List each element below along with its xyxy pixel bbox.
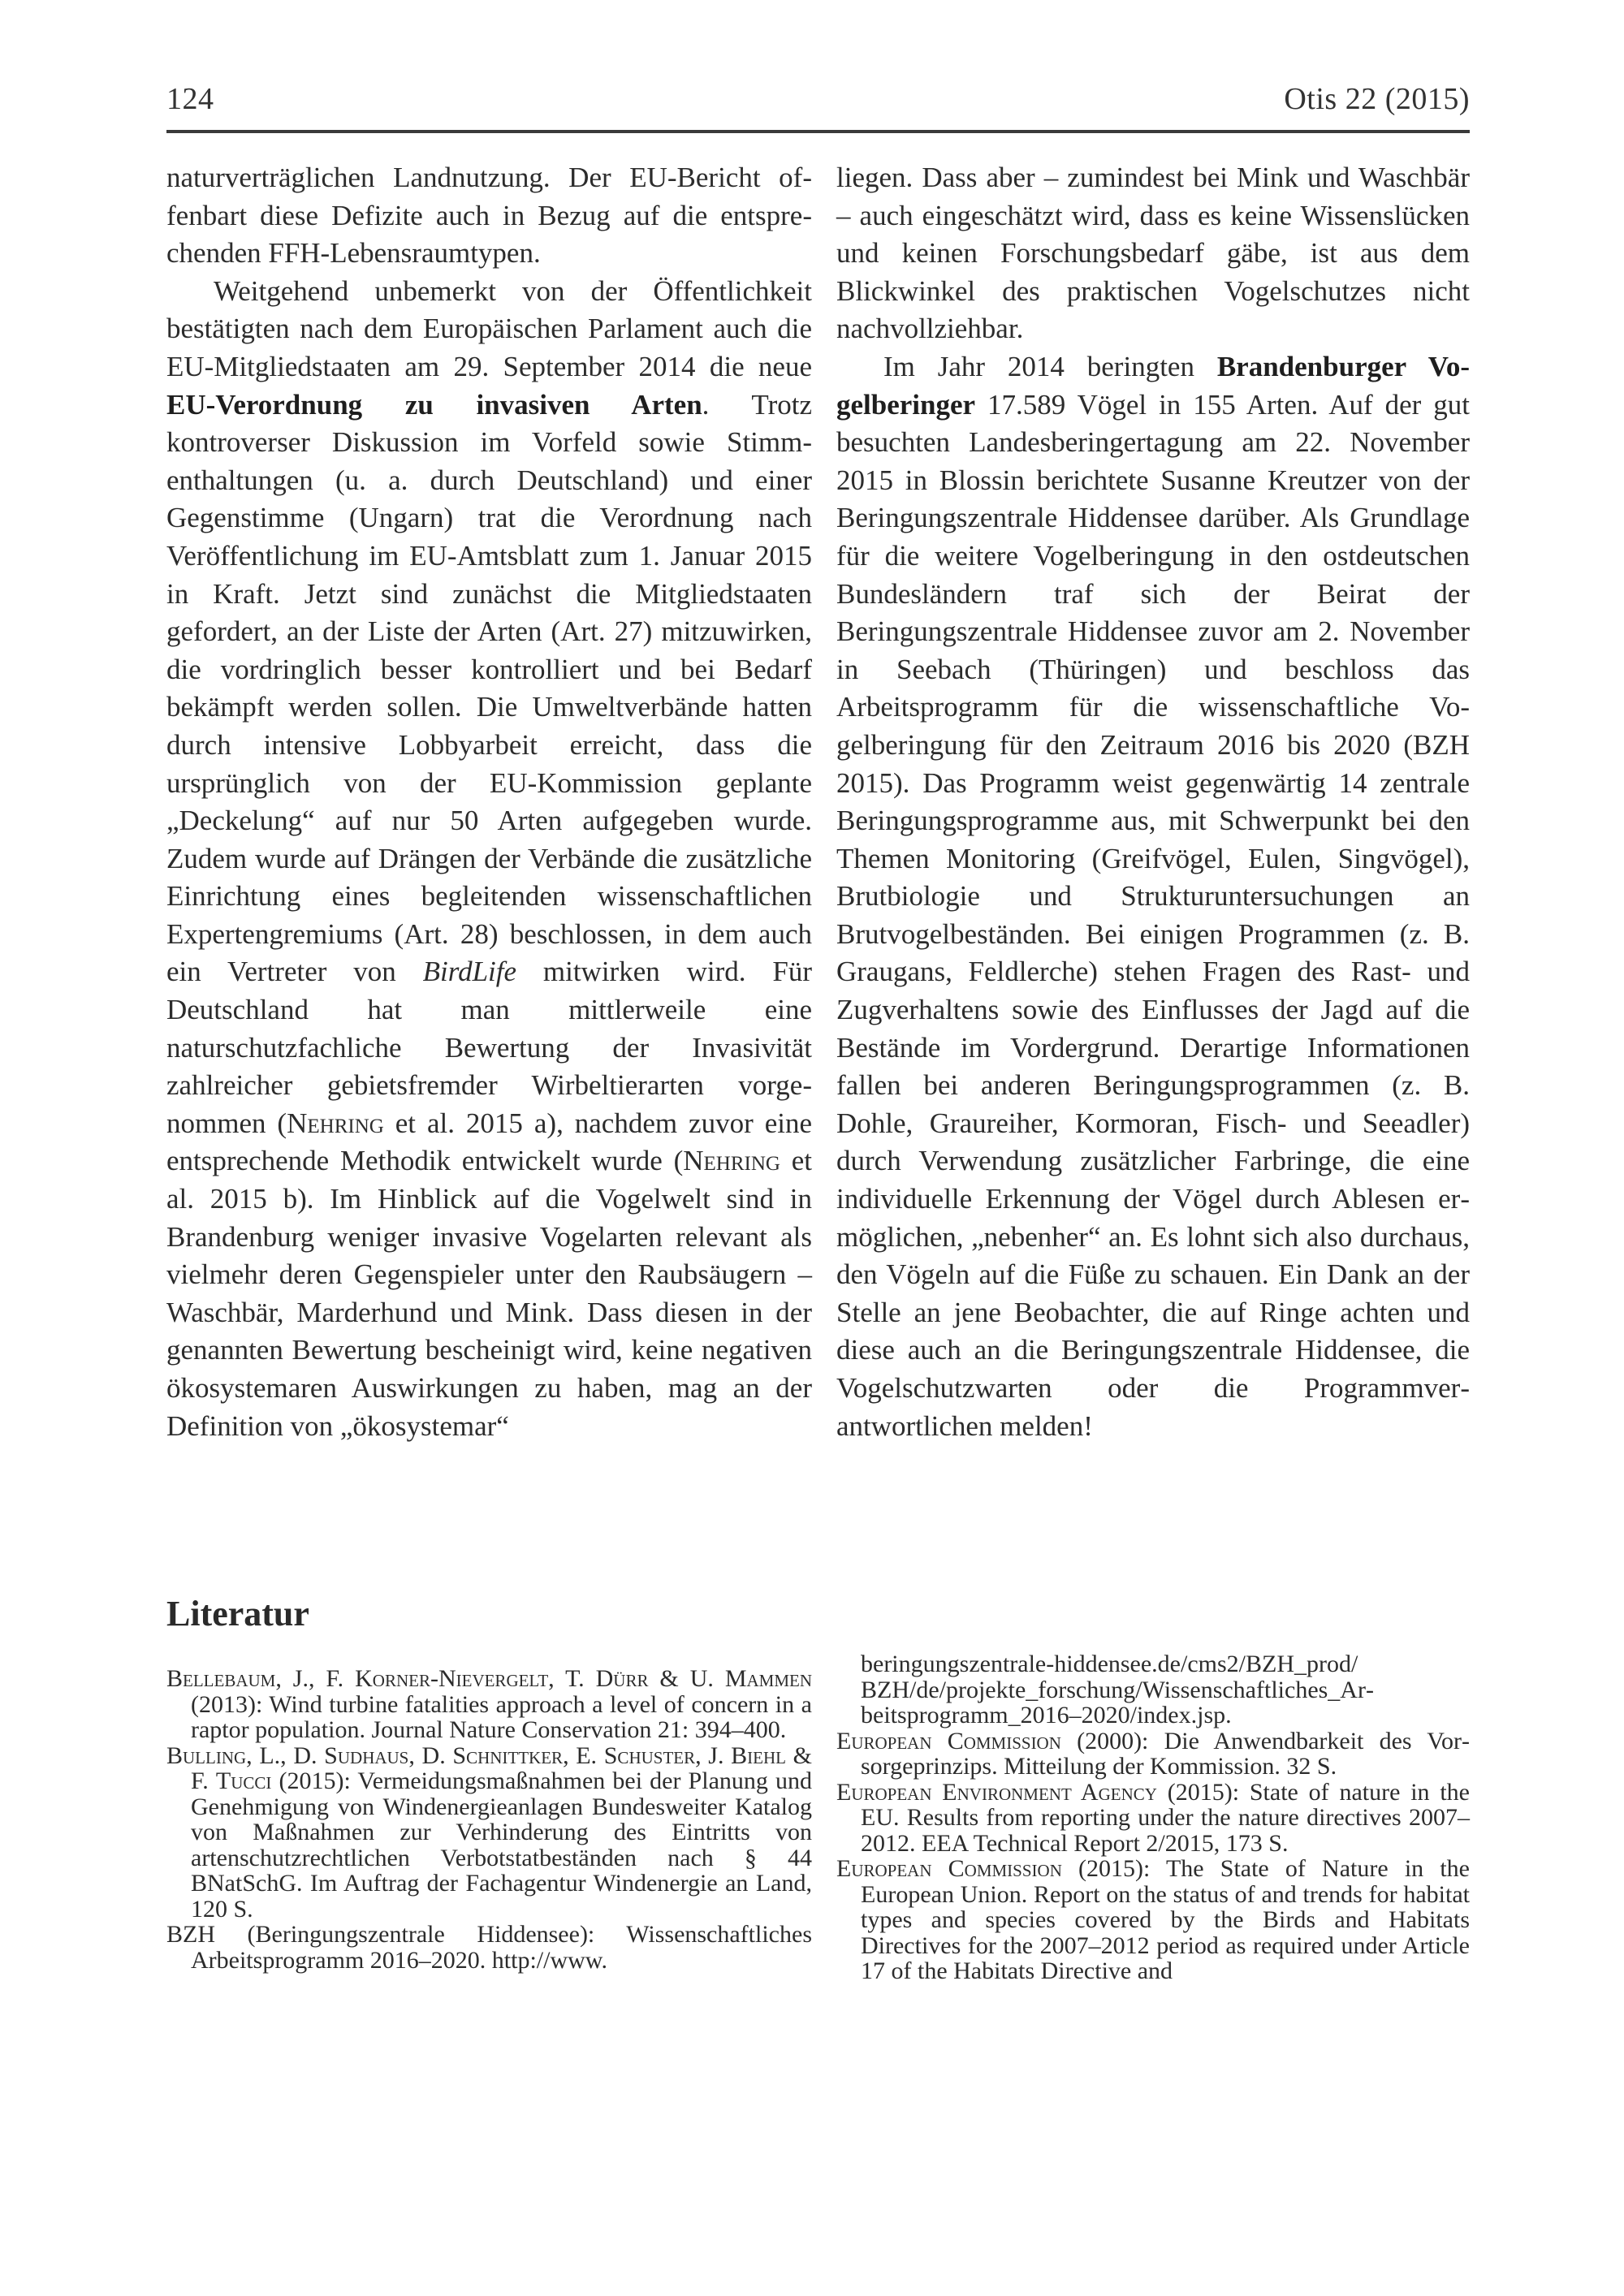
author-name: Schuster	[603, 1741, 696, 1769]
text-run: (2000): Die Anwendbarkeit des Vorsorgeprinzips. Mitteilung der Kommission. 32 S.	[861, 1727, 1470, 1780]
reference-continuation: beringungszentrale-hiddensee.de/cms2/BZH_prod/ BZH/de/projekte_forschung/Wissenschaftliches_Arbeitsprogramm_2016–2020/index.jsp.	[861, 1651, 1374, 1728]
author-name: Schnittker	[452, 1741, 564, 1769]
reference-entry	[166, 1743, 812, 1923]
reference-entry	[166, 1666, 812, 1743]
text-run: 17.589 Vögel in 155 Arten. Auf der gut besuchten Landesberingertagung am 22. November 2015 in Blossin berichtete Susanne Kreutzer von der Beringungszentrale Hiddensee darüber. Als Grundlage für die weitere Vogelberingung in den ostdeutschen Bundesländern traf sich der Beirat der Beringungszentrale Hiddensee zuvor am 2. November in Seebach (Thüringen) und beschloss das Arbeitsprogramm für die wissenschaftliche Vogelberingung für den Zeitraum 2016 bis 2020 (BZH 2015). Das Programm weist gegenwärtig 14 zentrale Beringungsprogramme aus, mit Schwerpunkt bei den Themen Monitoring (Greifvögel, Eulen, Singvögel), Brutbiologie und Strukturuntersuchungen an Brutvogelbeständen. Bei einigen Programmen (z. B. Graugans, Feldlerche) stehen Fragen des Rast- und Zugverhaltens sowie des Einflusses der Jagd auf die Bestände im Vordergrund. Derartige Informationen fallen bei anderen Beringungsprogrammen (z. B. Dohle, Graureiher, Kormoran, Fisch- und Seeadler) durch Verwendung zusätzlicher Farbringe, die eine individuelle Erkennung der Vögel durch Ablesen ermöglichen, „nebenher“ an. Es lohnt sich also durchaus, den Vögeln auf die Füße zu schauen. Ein Dank an der Stelle an jene Beobachter, die auf Ringe achten und diese auch an die Beringungszentrale Hiddensee, die Vogelschutzwarten oder die Programmverantwortlichen melden!	[836, 388, 1470, 1442]
text-run: , D.	[408, 1741, 453, 1769]
author-name: Korner-Nievergelt	[355, 1665, 549, 1692]
author-name: European Environment Agency	[836, 1778, 1157, 1806]
author-name: European Commission	[836, 1727, 1061, 1754]
journal-citation: Otis 22 (2015)	[1284, 82, 1470, 116]
reference-entry	[166, 1922, 812, 1973]
text-run: , E.	[563, 1741, 604, 1769]
paragraph	[836, 159, 1470, 348]
text-run: (2015): State of nature in the EU. Results from reporting under the nature directives 2007–2012. EEA Technical Report 2/2015, 173 S.	[861, 1778, 1470, 1857]
text-run: , L., D.	[246, 1741, 325, 1769]
author-name: Bellebaum	[166, 1665, 276, 1692]
reference-entry	[836, 1728, 1470, 1780]
text-run: (2015): Vermeidungsmaßnahmen bei der Planung und Genehmigung von Windenergieanlagen Bundesweiter Katalog von Maßnahmen zur Verhinderung des Eintritts von artenschutzrechtlichen Verbotstatbeständen nach § 44 BNatSchG. Im Auftrag der Fachagentur Windenergie an Land, 120 S.	[191, 1767, 812, 1923]
text-run: (2013): Wind turbine fatalities approach a level of concern in a raptor population. Journal Nature Conservation 21: 394–400.	[191, 1690, 812, 1743]
text-run: liegen. Dass aber – zumindest bei Mink und Waschbär – auch eingeschätzt wird, dass es keine Wissenslücken und keinen Forschungsbedarf gäbe, ist aus dem Blickwinkel des praktischen Vogelschutzes nicht nachvollziehbar.	[836, 162, 1470, 345]
text-run: BZH (Beringungszentrale Hiddensee): Wissenschaftliches Arbeitsprogramm 2016–2020. http://www.	[166, 1921, 812, 1974]
italic-term: BirdLife	[422, 956, 517, 988]
bold-term: Brandenburger Vogelberinger	[836, 350, 1470, 421]
references-left	[166, 1666, 812, 1973]
header-rule	[166, 130, 1470, 133]
author-name: Tucci	[215, 1767, 272, 1794]
reference-entry	[836, 1856, 1470, 1984]
text-run: mitwirken wird. Für Deutschland hat man mittlerweile eine naturschutzfachliche Bewertung der Invasivität zahlreicher gebietsfremder Wirbeltierarten vorgenommen (	[166, 956, 812, 1139]
author-name: Bulling	[166, 1741, 247, 1769]
text-run: & F.	[191, 1741, 812, 1794]
text-run: et al. 2015 a), nachdem zuvor eine entsprechende Methodik entwickelt wurde (	[166, 1107, 812, 1177]
author-name: European Commission	[836, 1855, 1062, 1882]
body-column-right	[836, 159, 1470, 1445]
text-run: . Trotz kontroverser Diskussion im Vorfeld sowie Stimmenthaltungen (u. a. durch Deutschland) und einer Gegenstimme (Ungarn) trat die Verordnung nach Veröffentlichung im EU-Amtsblatt zum 1. Januar 2015 in Kraft. Jetzt sind zunächst die Mitgliedstaaten gefordert, an der Liste der Arten (Art. 27) mitzuwirken, die vordringlich besser kontrolliert und bei Bedarf bekämpft werden sollen. Die Umweltverbände hatten durch intensive Lobbyarbeit erreicht, dass die ursprünglich von der EU-Kommission geplante „Deckelung“ auf nur 50 Arten aufgegeben wurde. Zudem wurde auf Drängen der Verbände die zusätzliche Einrichtung eines begleitenden wissenschaftlichen Expertengremiums (Art. 28) beschlossen, in dem auch ein Vertreter von	[166, 388, 812, 988]
text-run: , J., F.	[275, 1665, 356, 1692]
paragraph	[166, 273, 812, 1445]
reference-entry	[836, 1780, 1470, 1857]
text-run: Weitgehend unbemerkt von der Öffentlichkeit bestätigten nach dem Europäischen Parlament auch die EU-Mitgliedstaaten am 29. September 2014 die neue	[166, 274, 812, 382]
author-name: Nehring	[287, 1107, 384, 1139]
author-name: Mammen	[724, 1665, 812, 1692]
references-right	[836, 1651, 1470, 1984]
text-run: Im Jahr 2014 beringten	[883, 350, 1217, 382]
text-run: naturverträglichen Landnutzung. Der EU-Bericht offenbart diese Defizite auch in Bezug auf die entsprechenden FFH-Lebensraumtypen.	[166, 162, 812, 270]
text-run: (2015): The State of Nature in the European Union. Report on the status of and trends for habitat types and species covered by the Birds and Habitats Directives for the 2007–2012 period as required under Article 17 of the Habitats Directive and	[861, 1855, 1470, 1984]
running-head	[166, 81, 1470, 130]
author-name: Biehl	[731, 1741, 786, 1769]
paragraph	[836, 348, 1470, 1445]
author-name: Dürr	[595, 1665, 649, 1692]
text-run: , J.	[695, 1741, 732, 1769]
page-number: 124	[166, 82, 214, 116]
literature-heading: Literatur	[166, 1594, 309, 1634]
body-column-left	[166, 159, 812, 1445]
text-run: , T.	[548, 1665, 596, 1692]
author-name: Nehring	[683, 1145, 780, 1177]
text-run: et al. 2015 b). Im Hinblick auf die Vogelwelt sind in Brandenburg weniger invasive Vogelarten relevant als vielmehr deren Gegenspieler unter den Raubsäugern – Waschbär, Marderhund und Mink. Dass diesen in der genannten Bewertung bescheinigt wird, keine negativen ökosystemaren Auswirkungen zu haben, mag an der Definition von „ökosystemar“	[166, 1145, 812, 1442]
references-right-list	[836, 1728, 1470, 1984]
paragraph	[166, 159, 812, 273]
text-run: & U.	[648, 1665, 725, 1692]
author-name: Sudhaus	[324, 1741, 409, 1769]
bold-term: EU-Verordnung zu invasiven Arten	[166, 388, 702, 421]
